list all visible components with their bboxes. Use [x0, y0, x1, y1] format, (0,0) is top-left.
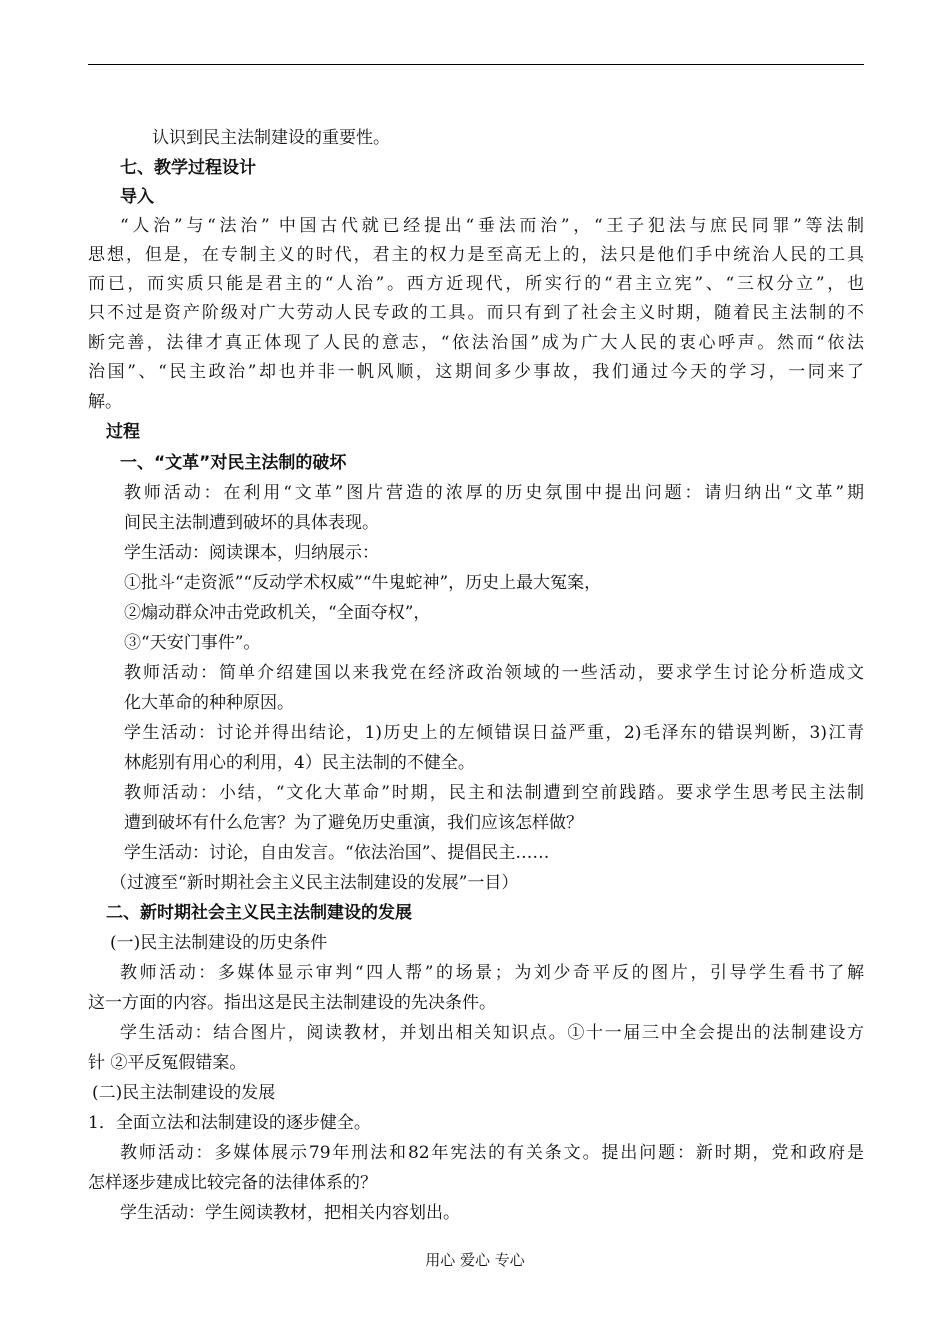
text-line: 化大革命的种种原因。 [124, 693, 294, 713]
text-line: 治国”、“民主政治”却也并非一帆风顺，这期间多少事故，我们通过今天的学习，一同来了 [88, 362, 864, 382]
subsection-heading: (一)民主法制建设的历史条件 [110, 933, 328, 953]
text-line: （过渡至“新时期社会主义民主法制建设的发展”一目） [110, 873, 519, 893]
text-line: 学生活动：阅读课本，归纳展示： [124, 543, 379, 563]
text-line: 林彪别有用心的利用，4）民主法制的不健全。 [124, 753, 475, 773]
text-line: 教师活动：多媒体显示审判“四人帮”的场景；为刘少奇平反的图片，引导学生看书了解 [120, 963, 864, 983]
section-heading: 二、新时期社会主义民主法制建设的发展 [106, 903, 412, 923]
subsection-heading: (二)民主法制建设的发展 [92, 1083, 276, 1103]
text-line: 教师活动：简单介绍建国以来我党在经济政治领域的一些活动，要求学生讨论分析造成文 [124, 663, 864, 683]
text-line: 针 ②平反冤假错案。 [88, 1053, 247, 1073]
text-line: 而已，而实质只能是君主的“人治”。西方近现代，所实行的“君主立宪”、“三权分立”，也 [88, 274, 864, 294]
text-line: 这一方面的内容。指出这是民主法制建设的先决条件。 [88, 993, 496, 1013]
text-line: 只不过是资产阶级对广大劳动人民专政的工具。而只有到了社会主义时期，随着民主法制的不 [88, 303, 864, 323]
text-line: 教师活动：多媒体展示79年刑法和82年宪法的有关条文。提出问题：新时期，党和政府是 [120, 1143, 864, 1163]
text-line: 遭到破坏有什么危害？为了避免历史重演，我们应该怎样做？ [124, 813, 583, 833]
list-item: ③“天安门事件”。 [124, 633, 261, 653]
text-line: 学生活动：讨论，自由发言。“依法治国”、提倡民主…… [124, 843, 550, 863]
page-footer: 用心 爱心 专心 [425, 1251, 525, 1269]
text-line: 间民主法制遭到破坏的具体表现。 [124, 513, 379, 533]
text-line: 1．全面立法和法制建设的逐步健全。 [88, 1113, 371, 1133]
text-line: 学生活动：学生阅读教材，把相关内容划出。 [120, 1203, 460, 1223]
text-line: 思想，但是，在专制主义的时代，君主的权力是至高无上的，法只是他们手中统治人民的工具 [88, 245, 864, 265]
text-line: 教师活动：小结，“文化大革命”时期，民主和法制遭到空前践踏。要求学生思考民主法制 [124, 783, 864, 803]
text-line: 解。 [88, 392, 122, 412]
subheading-process: 过程 [106, 422, 140, 442]
list-item: ②煽动群众冲击党政机关，“全面夺权”， [124, 603, 431, 623]
section-heading: 一、“文革”对民主法制的破坏 [120, 453, 347, 473]
text-line: 教师活动：在利用“文革”图片营造的浓厚的历史氛围中提出问题：请归纳出“文革”期 [124, 483, 864, 503]
text-line: 认识到民主法制建设的重要性。 [152, 128, 390, 148]
list-item: ①批斗“走资派”“反动学术权威”“牛鬼蛇神”，历史上最大冤案， [124, 573, 602, 593]
text-line: 断完善，法律才真正体现了人民的意志，“依法治国”成为广大人民的衷心呼声。然而“依法 [88, 333, 864, 353]
section-heading: 七、教学过程设计 [120, 158, 256, 178]
subheading-intro: 导入 [120, 187, 154, 207]
text-line: 学生活动：结合图片，阅读教材，并划出相关知识点。①十一届三中全会提出的法制建设方 [120, 1023, 864, 1043]
header-rule [88, 64, 864, 65]
text-line: 怎样逐步建成比较完备的法律体系的？ [88, 1173, 377, 1193]
text-line: “人治”与“法治” 中国古代就已经提出“垂法而治”，“王子犯法与庶民同罪”等法制 [120, 216, 864, 236]
text-line: 学生活动：讨论并得出结论，1)历史上的左倾错误日益严重，2)毛泽东的错误判断，3)江青 [124, 723, 864, 743]
